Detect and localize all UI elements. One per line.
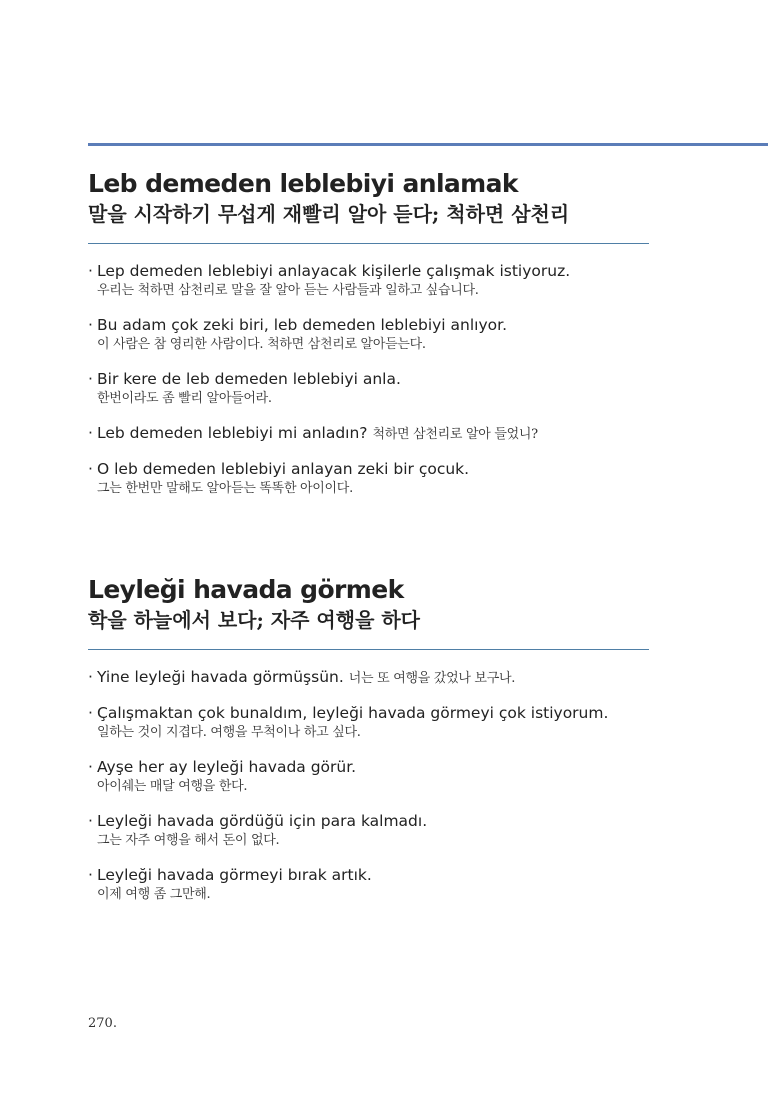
- example-item: [88, 459, 650, 499]
- example-item: [88, 865, 650, 905]
- section-divider: [88, 243, 649, 244]
- example-item: [88, 703, 650, 743]
- section-divider: [88, 649, 649, 650]
- idiom-section-1: [88, 168, 650, 513]
- korean-translation: 아이쉐는 매달 여행을 한다.: [97, 779, 248, 794]
- turkish-sentence: Yine leyleği havada görmüşsün.: [97, 668, 344, 686]
- example-sentence: [88, 369, 650, 389]
- bullet: ·: [88, 370, 93, 388]
- bullet: ·: [88, 262, 93, 280]
- example-item: [88, 369, 650, 409]
- idiom-section-2: [88, 574, 650, 919]
- turkish-sentence: Ayşe her ay leyleği havada görür.: [97, 758, 357, 776]
- example-item: [88, 315, 650, 355]
- turkish-sentence: Lep demeden leblebiyi anlayacak kişilerle çalışmak istiyoruz.: [97, 262, 571, 280]
- page-number: 270.: [88, 1016, 117, 1031]
- example-list: [88, 667, 650, 905]
- bullet: ·: [88, 866, 93, 884]
- example-item: [88, 811, 650, 851]
- example-item: [88, 667, 650, 689]
- example-item: [88, 757, 650, 797]
- example-item: [88, 423, 650, 445]
- turkish-sentence: Leyleği havada görmeyi bırak artık.: [97, 866, 372, 884]
- turkish-sentence: Leb demeden leblebiyi mi anladın?: [97, 424, 368, 442]
- example-sentence: [88, 261, 650, 281]
- turkish-sentence: O leb demeden leblebiyi anlayan zeki bir çocuk.: [97, 460, 470, 478]
- example-sentence: [88, 865, 650, 885]
- example-sentence: [88, 667, 650, 689]
- example-sentence: [88, 423, 650, 445]
- idiom-title: Leyleği havada görmek: [88, 575, 404, 604]
- turkish-sentence: Çalışmaktan çok bunaldım, leyleği havada görmeyi çok istiyorum.: [97, 704, 609, 722]
- turkish-sentence: Leyleği havada gördüğü için para kalmadı.: [97, 812, 428, 830]
- turkish-sentence: Bir kere de leb demeden leblebiyi anla.: [97, 370, 401, 388]
- idiom-title: Leb demeden leblebiyi anlamak: [88, 169, 518, 198]
- bullet: ·: [88, 704, 93, 722]
- bullet: ·: [88, 316, 93, 334]
- korean-translation: 너는 또 여행을 갔었나 보구나.: [348, 671, 516, 686]
- korean-translation: 척하면 삼천리로 알아 들었니?: [372, 427, 538, 442]
- example-list: [88, 261, 650, 499]
- korean-translation: 그는 한번만 말해도 알아듣는 똑똑한 아이이다.: [97, 481, 353, 496]
- turkish-sentence: Bu adam çok zeki biri, leb demeden leblebiyi anlıyor.: [97, 316, 508, 334]
- bullet: ·: [88, 758, 93, 776]
- korean-translation: 우리는 척하면 삼천리로 말을 잘 알아 듣는 사람들과 일하고 싶습니다.: [97, 283, 479, 298]
- korean-translation: 일하는 것이 지겹다. 여행을 무척이나 하고 싶다.: [97, 725, 361, 740]
- example-sentence: [88, 811, 650, 831]
- example-sentence: [88, 757, 650, 777]
- example-sentence: [88, 703, 650, 723]
- example-sentence: [88, 459, 650, 479]
- idiom-translation: 말을 시작하기 무섭게 재빨리 알아 듣다; 척하면 삼천리: [88, 202, 570, 226]
- bullet: ·: [88, 460, 93, 478]
- korean-translation: 그는 자주 여행을 해서 돈이 없다.: [97, 833, 280, 848]
- korean-translation: 이제 여행 좀 그만해.: [97, 887, 211, 902]
- idiom-translation: 학을 하늘에서 보다; 자주 여행을 하다: [88, 608, 420, 632]
- example-item: [88, 261, 650, 301]
- bullet: ·: [88, 424, 93, 442]
- korean-translation: 한번이라도 좀 빨리 알아들어라.: [97, 391, 272, 406]
- bullet: ·: [88, 668, 93, 686]
- top-divider: [88, 143, 768, 146]
- korean-translation: 이 사람은 참 영리한 사람이다. 척하면 삼천리로 알아듣는다.: [97, 337, 426, 352]
- example-sentence: [88, 315, 650, 335]
- bullet: ·: [88, 812, 93, 830]
